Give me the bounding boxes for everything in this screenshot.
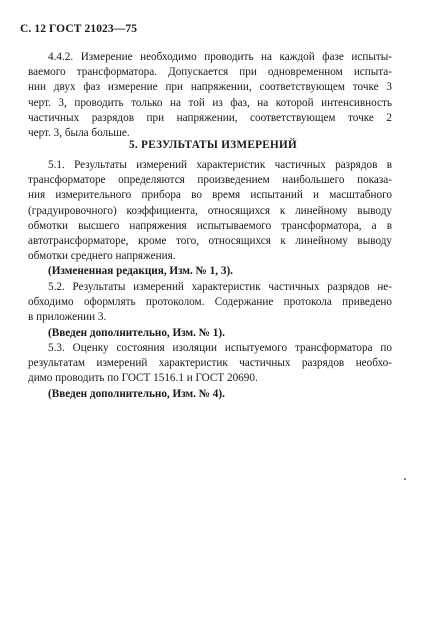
text-line: димо проводить по ГОСТ 1516.1 и ГОСТ 20690. [28, 372, 258, 385]
paragraph-5-2 [28, 280, 392, 341]
text-line: 5.3. Оценку состояния изоляции испытуемого трансформатора по [48, 342, 392, 354]
text-line: черт. 3, была больше. [28, 127, 130, 140]
text-line: обходимо оформлять протоколом. Содержание протокола приведено [28, 296, 392, 309]
text-line: результатам измерений характеристик частичных разрядов необхо- [28, 357, 392, 370]
amendment-note: (Измененная редакция, Изм. № 1, 3). [48, 265, 233, 278]
paragraph-4-4-2 [28, 50, 392, 141]
text-line: ваемого трансформатора. Допускается при одновременном испыта- [28, 66, 392, 79]
paragraph-5-1 [28, 158, 392, 280]
text-line: 5.1. Результаты измерений характеристик частичных разрядов в [48, 159, 392, 171]
page-header: С. 12 ГОСТ 21023—75 [20, 23, 138, 35]
text-line: в приложении 3. [28, 311, 107, 324]
text-line: черт. 3, проводить только на той из фаз, на которой интенсивность [28, 96, 392, 109]
text-line: 4.4.2. Измерение необходимо проводить на каждой фазе испыты- [48, 51, 392, 63]
text-line: нии двух фаз измерение при напряжении, соответствующем точке 3 [28, 81, 392, 94]
text-line: трансформаторе определяются произведением наибольшего показа- [28, 174, 392, 187]
text-line: обмотки среднего напряжения. [28, 250, 176, 263]
amendment-note: (Введен дополнительно, Изм. № 4). [48, 387, 225, 400]
text-line: частичных разрядов при напряжении, соответствующем точке 2 [28, 111, 392, 124]
section-title: 5. РЕЗУЛЬТАТЫ ИЗМЕРЕНИЙ [128, 139, 298, 151]
text-line: обмотки высшего напряжения испытываемого трансформатора, а в [28, 219, 392, 232]
text-line: ния измерительного прибора во время испытаний и масштабного [28, 189, 392, 202]
scan-speck [404, 478, 406, 480]
text-line: 5.2. Результаты измерений характеристик частичных разрядов не- [48, 281, 392, 293]
text-line: (градуировочного) коэффициента, относящихся к линейному выводу [28, 204, 392, 217]
text-line: автотрансформаторе, кроме того, относящихся к линейному выводу [28, 235, 392, 248]
paragraph-5-3 [28, 341, 392, 402]
amendment-note: (Введен дополнительно, Изм. № 1). [48, 326, 225, 339]
